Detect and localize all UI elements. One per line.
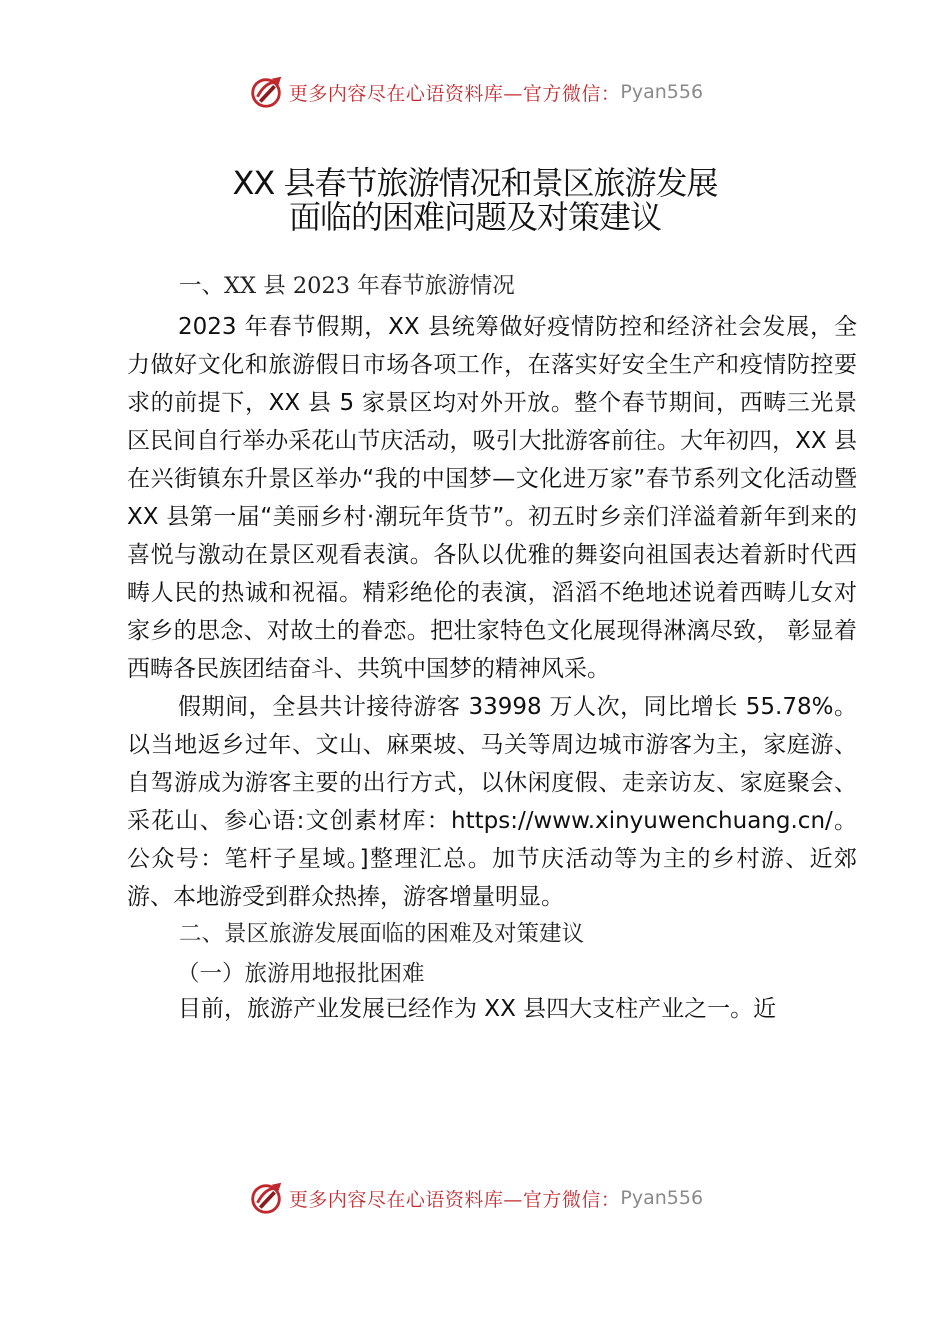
title-line-1: XX 县春节旅游情况和景区旅游发展 xyxy=(232,164,718,202)
header-banner xyxy=(0,70,950,114)
footer-banner xyxy=(0,1176,950,1220)
banner-wechat-id: Pyan556 xyxy=(620,81,704,103)
paragraph-3: 目前，旅游产业发展已经作为 XX 县四大支柱产业之一。近 xyxy=(178,996,777,1022)
banner-text: 更多内容尽在心语资料库—官方微信： xyxy=(288,82,621,105)
document-body xyxy=(127,268,857,1028)
paragraph-2: 假期间，全县共计接待游客 33998 万人次，同比增长 55.78%。以当地返乡过年、文山、麻栗坡、马关等周边城市游客为主，家庭游、自驾游成为游客主要的出行方式，以休闲度假、走亲访友、家庭聚会、采花山、参心语:文创素材库：https://www.xinyuwenchuang.cn/。公众号：笔杆子星域。]整理汇总。加节庆活动等为主的乡村游、近郊游、本地游受到群众热捧，游客增量明显。 xyxy=(127,694,857,910)
subsection-heading: （一）旅游用地报批困难 xyxy=(177,961,425,987)
title-line-2: 面临的困难问题及对策建议 xyxy=(288,198,661,236)
paragraph-1: 2023 年春节假期，XX 县统筹做好疫情防控和经济社会发展，全力做好文化和旅游假日市场各项工作，在落实好安全生产和疫情防控要求的前提下，XX 县 5 家景区均对外开放。整个春节期间，西畴三光景区民间自行举办采花山节庆活动，吸引大批游客前往。大年初四，XX 县在兴街镇东升景区举办“我的中国梦—文化进万家”春节系列文化活动暨 XX 县第一届“美丽乡村·潮玩年货节”。初五时乡亲们洋溢着新年到来的喜悦与激动在景区观看表演。各队以优雅的舞姿向祖国表达着新时代西畴人民的热诚和祝福。精彩绝伦的表演，滔滔不绝地述说着西畴儿女对家乡的思念、对故土的眷恋。把壮家特色文化展现得淋漓尽致， 彰显着西畴各民族团结奋斗、共筑中国梦的精神风采。 xyxy=(127,314,857,682)
logo-icon xyxy=(247,73,285,111)
banner-text: 更多内容尽在心语资料库—官方微信： xyxy=(288,1188,621,1211)
section-heading-2: 二、景区旅游发展面临的困难及对策建议 xyxy=(179,921,585,947)
banner-wechat-id: Pyan556 xyxy=(620,1187,704,1209)
document-title xyxy=(100,166,850,234)
logo-icon xyxy=(247,1179,285,1217)
section-heading-1: 一、XX 县 2023 年春节旅游情况 xyxy=(179,273,515,299)
